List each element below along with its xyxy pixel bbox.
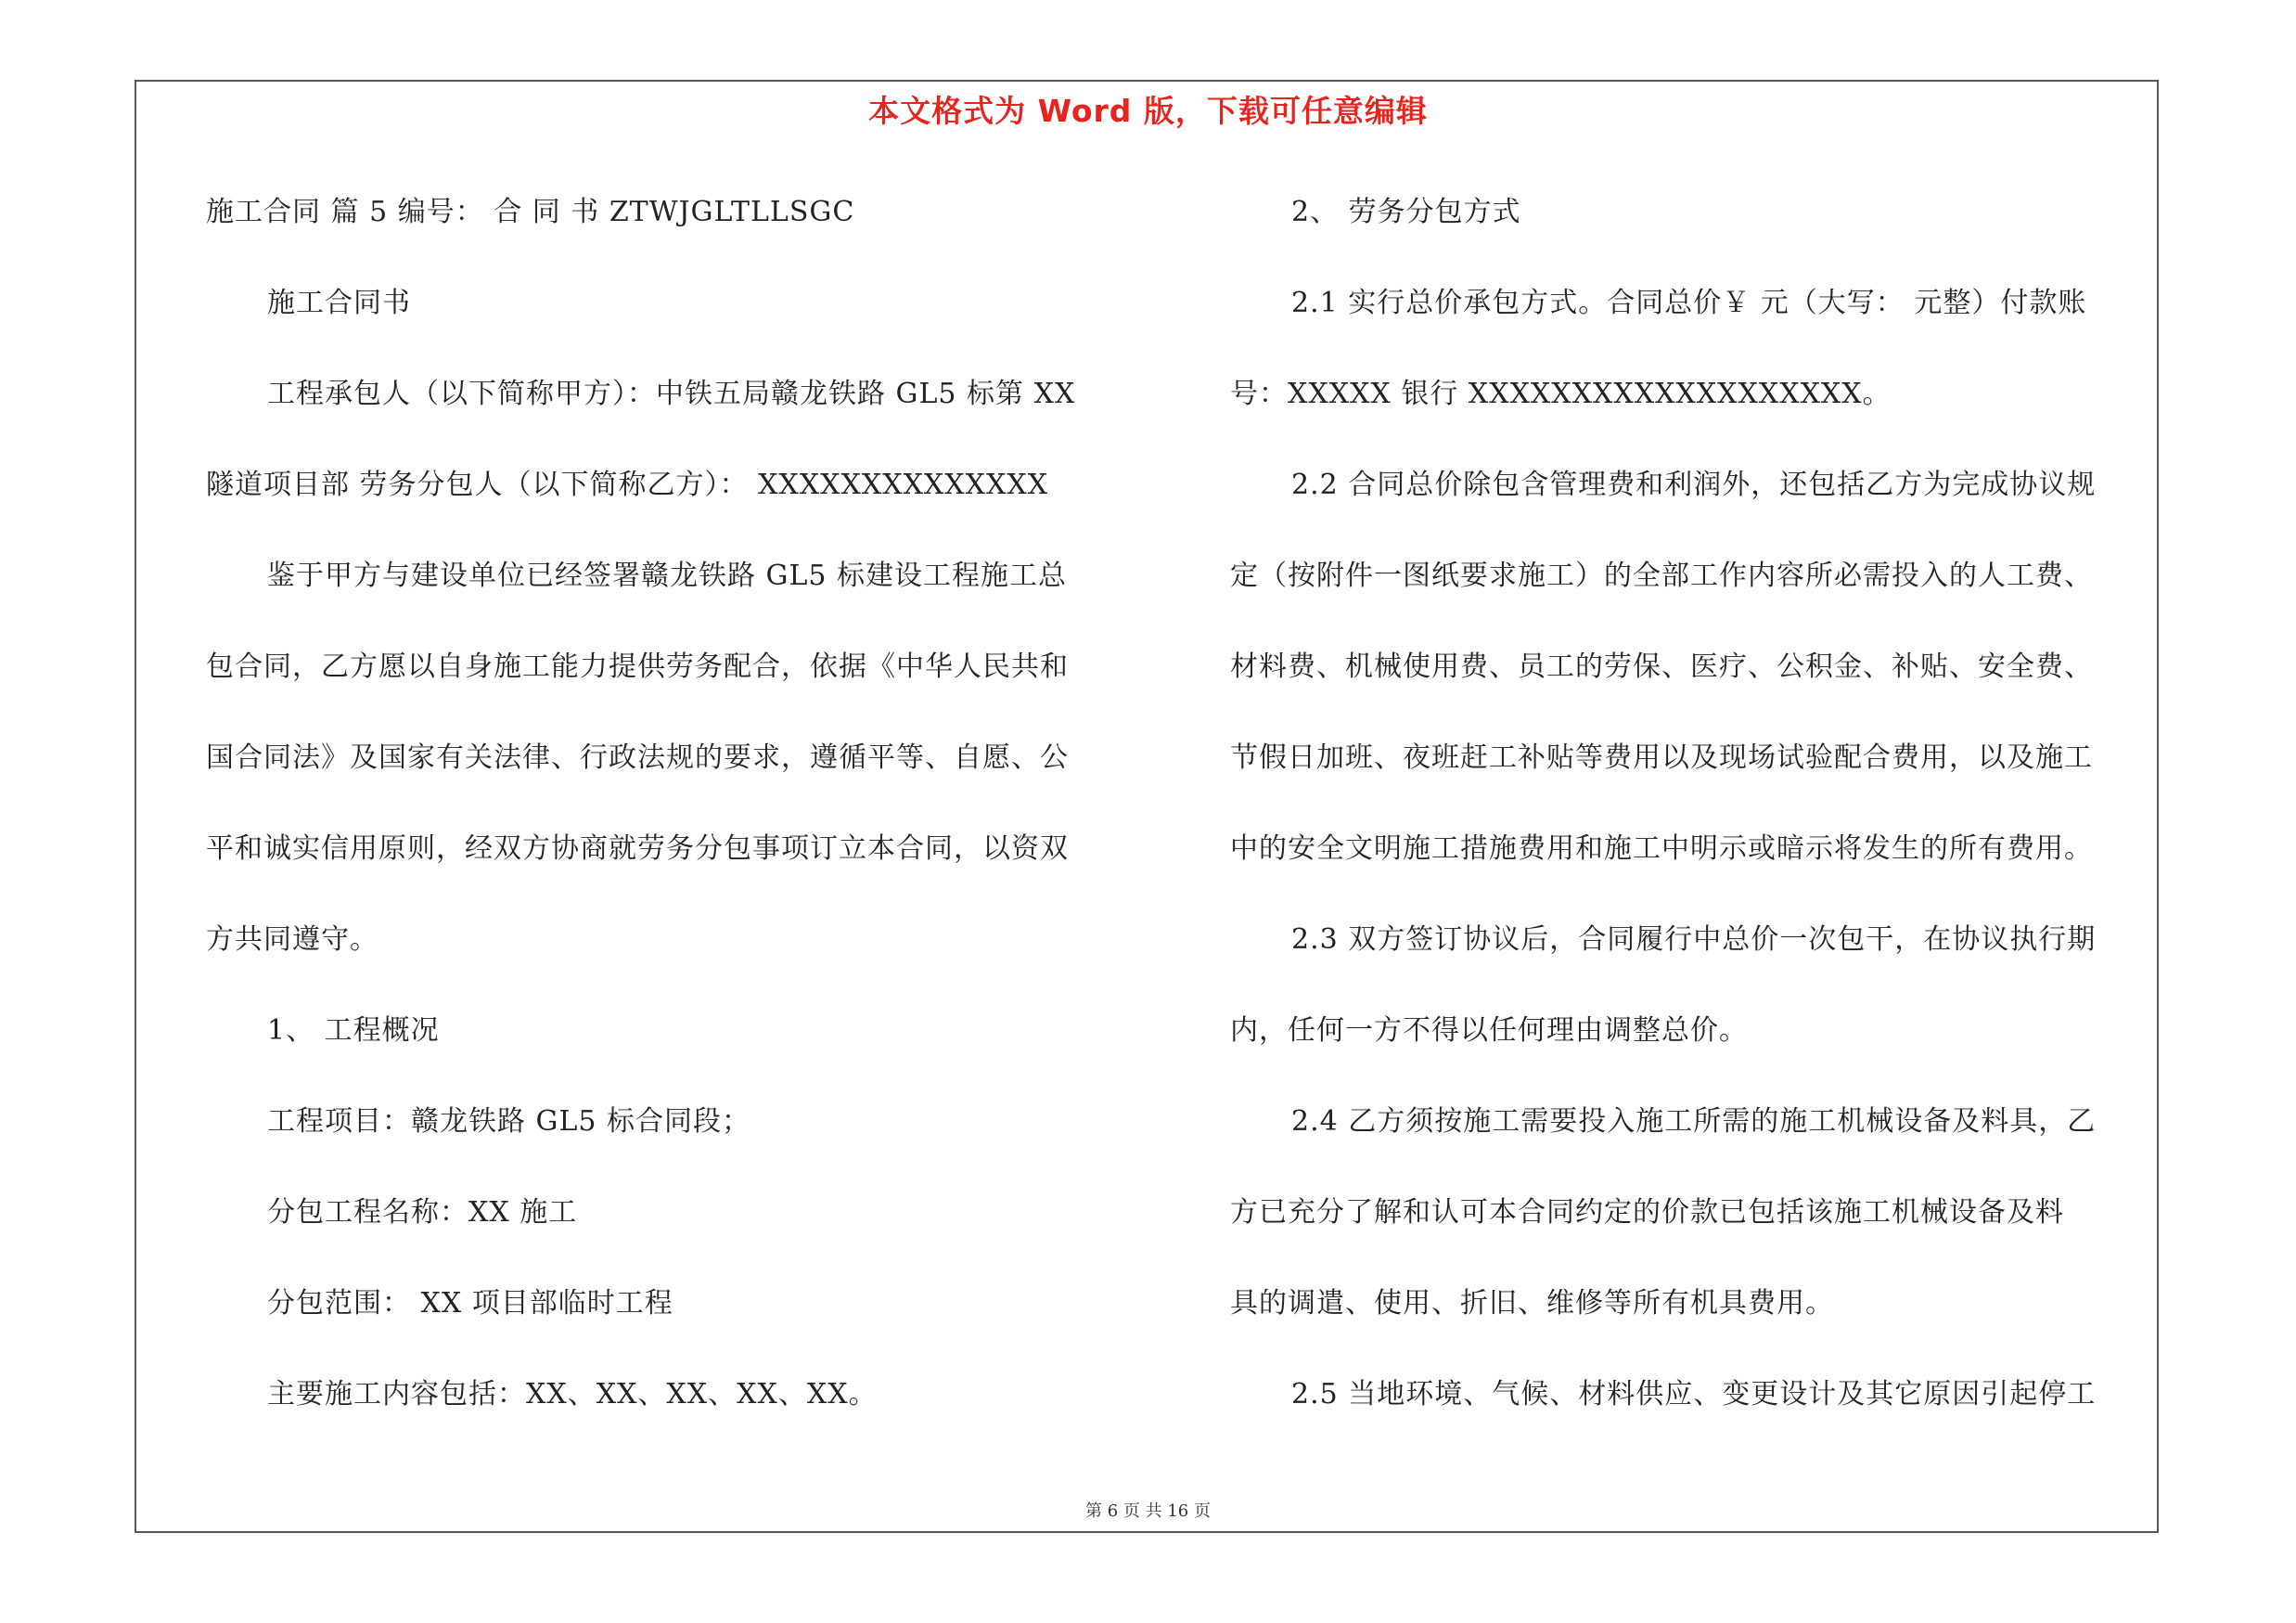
text-line: 隧道项目部 劳务分包人（以下简称乙方）： XXXXXXXXXXXXXX [206, 469, 1049, 501]
text-line: 定（按附件一图纸要求施工）的全部工作内容所必需投入的人工费、 [1230, 560, 2093, 592]
text-line: 内，任何一方不得以任何理由调整总价。 [1230, 1014, 1748, 1047]
text-line: 方共同遵守。 [206, 923, 378, 956]
text-line: 工程项目：赣龙铁路 GL5 标合同段； [267, 1105, 751, 1138]
text-line: 平和诚实信用原则，经双方协商就劳务分包事项订立本合同，以资双 [206, 832, 1069, 865]
text-line: 材料费、机械使用费、员工的劳保、医疗、公积金、补贴、安全费、 [1230, 650, 2093, 683]
text-line: 2、 劳务分包方式 [1291, 196, 1521, 228]
text-line: 施工合同书 [267, 287, 411, 319]
text-line: 2.4 乙方须按施工需要投入施工所需的施工机械设备及料具，乙 [1291, 1105, 2097, 1138]
text-line: 鉴于甲方与建设单位已经签署赣龙铁路 GL5 标建设工程施工总 [267, 560, 1068, 592]
left-text-column [206, 182, 1134, 1455]
text-line: 国合同法》及国家有关法律、行政法规的要求，遵循平等、自愿、公 [206, 741, 1069, 774]
text-line: 节假日加班、夜班赶工补贴等费用以及现场试验配合费用，以及施工 [1230, 741, 2093, 774]
text-line: 分包工程名称：XX 施工 [267, 1196, 578, 1229]
text-line: 2.5 当地环境、气候、材料供应、变更设计及其它原因引起停工 [1291, 1378, 2097, 1410]
text-line: 号：XXXXX 银行 XXXXXXXXXXXXXXXXXXX。 [1230, 378, 1892, 410]
text-line: 方已充分了解和认可本合同约定的价款已包括该施工机械设备及料 [1230, 1196, 2064, 1229]
text-line: 中的安全文明施工措施费用和施工中明示或暗示将发生的所有费用。 [1230, 832, 2093, 865]
text-line: 1、 工程概况 [267, 1014, 440, 1047]
text-line: 2.3 双方签订协议后，合同履行中总价一次包干，在协议执行期 [1291, 923, 2097, 956]
text-line: 分包范围： XX 项目部临时工程 [267, 1287, 673, 1320]
text-line: 2.2 合同总价除包含管理费和利润外，还包括乙方为完成协议规 [1291, 469, 2097, 501]
page-number-footer: 第 6 页 共 16 页 [1085, 1501, 1211, 1521]
text-line: 包合同，乙方愿以自身施工能力提供劳务配合，依据《中华人民共和 [206, 650, 1069, 683]
text-line: 工程承包人（以下简称甲方）：中铁五局赣龙铁路 GL5 标第 XX [267, 378, 1076, 410]
text-line: 2.1 实行总价承包方式。合同总价￥ 元（大写： 元整）付款账 [1291, 287, 2087, 319]
text-line: 主要施工内容包括：XX、XX、XX、XX、XX。 [267, 1378, 878, 1410]
right-text-column [1230, 182, 2167, 1455]
word-format-banner: 本文格式为 Word 版，下载可任意编辑 [868, 93, 1428, 129]
text-line: 具的调遣、使用、折旧、维修等所有机具费用。 [1230, 1287, 1834, 1320]
text-line: 施工合同 篇 5 编号： 合 同 书 ZTWJGLTLLSGC [206, 196, 855, 228]
